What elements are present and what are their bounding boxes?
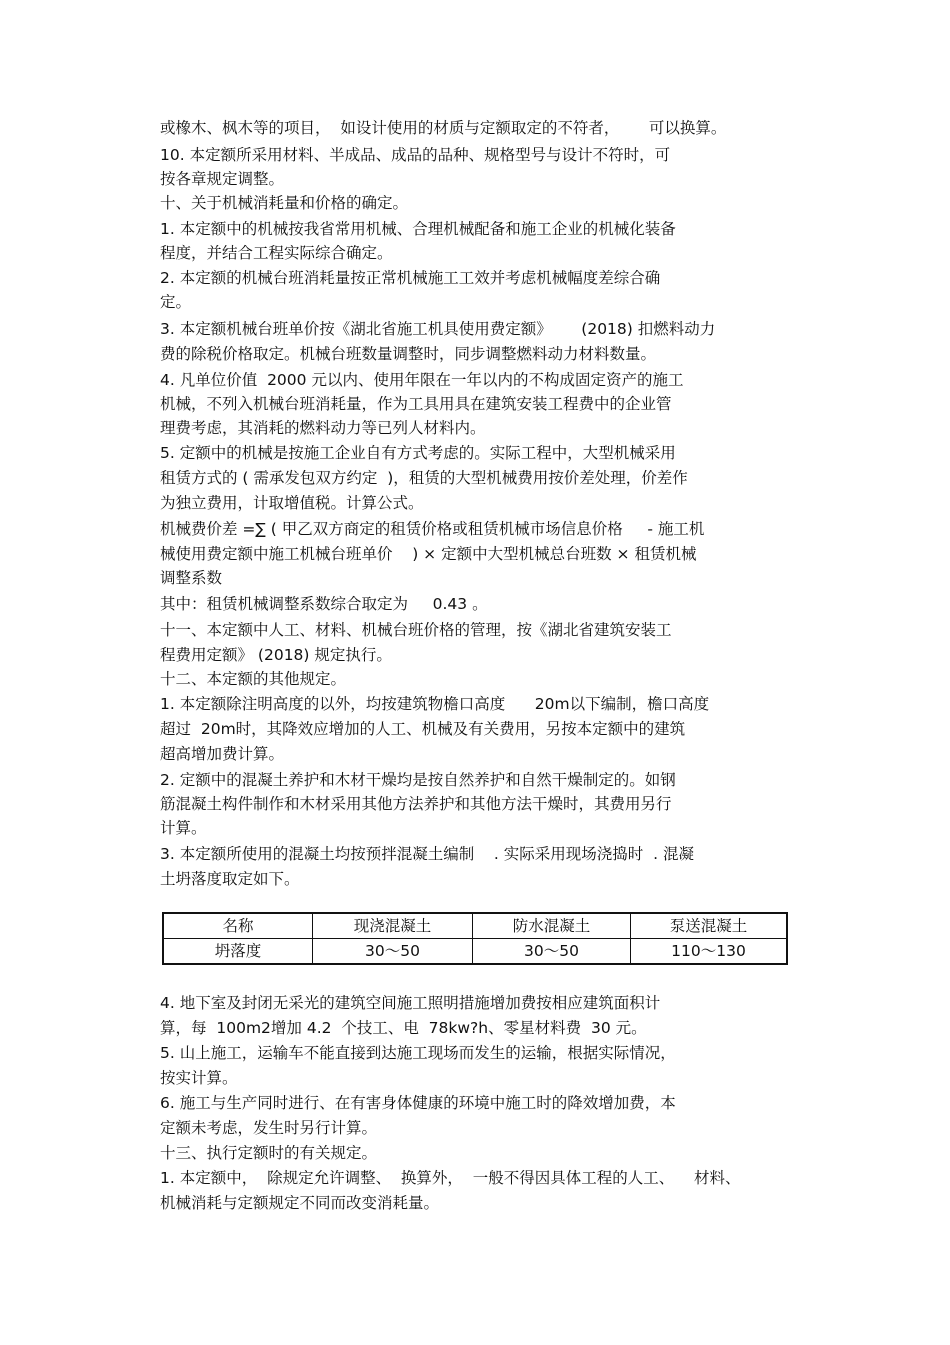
table-header-cell: 泵送混凝土 <box>631 913 788 939</box>
text-line: 按各章规定调整。 <box>160 170 285 188</box>
text-line: 程费用定额》 (2018) 规定执行。 <box>160 646 392 664</box>
text-line: 机械，不列入机械台班消耗量，作为工具用具在建筑安装工程费中的企业管 <box>160 395 672 413</box>
text-line: 或橡木、枫木等的项目， 如设计使用的材质与定额取定的不符者， 可以换算。 <box>160 119 727 137</box>
table-cell: 30～50 <box>473 939 631 965</box>
table-row <box>163 939 787 965</box>
text-line: 理费考虑，其消耗的燃料动力等已列人材料内。 <box>160 419 486 437</box>
text-line: 为独立费用，计取增值税。计算公式。 <box>160 494 424 512</box>
section-heading: 十二、本定额的其他规定。 <box>160 670 347 688</box>
text-line: 机械消耗与定额规定不同而改变消耗量。 <box>160 1194 440 1212</box>
table-cell: 30～50 <box>313 939 473 965</box>
table-header-cell: 现浇混凝土 <box>313 913 473 939</box>
table-cell: 110～130 <box>631 939 788 965</box>
slump-table <box>162 912 788 965</box>
formula-line: 调整系数 <box>160 569 223 587</box>
text-line: 计算。 <box>160 819 207 837</box>
text-line: 1. 本定额中， 除规定允许调整、 换算外， 一般不得因具体工程的人工、 材料、 <box>160 1169 741 1187</box>
text-line: 6. 施工与生产同时进行、在有害身体健康的环境中施工时的降效增加费，本 <box>160 1094 676 1112</box>
text-line: 10. 本定额所采用材料、半成品、成品的品种、规格型号与设计不符时，可 <box>160 146 671 164</box>
text-line: 超过 20m时，其降效应增加的人工、机械及有关费用，另按本定额中的建筑 <box>160 720 686 738</box>
text-line: 4. 地下室及封闭无采光的建筑空间施工照明措施增加费按相应建筑面积计 <box>160 994 661 1012</box>
section-heading: 十一、本定额中人工、材料、机械台班价格的管理，按《湖北省建筑安装工 <box>160 621 672 639</box>
formula-line: 械使用费定额中施工机械台班单价 ) × 定额中大型机械总台班数 × 租赁机械 <box>160 545 697 563</box>
text-line: 5. 定额中的机械是按施工企业自有方式考虑的。实际工程中，大型机械采用 <box>160 444 676 462</box>
text-line: 土坍落度取定如下。 <box>160 870 300 888</box>
text-line: 算，每 100m2增加 4.2 个技工、电 78kw?h、零星材料费 30 元。 <box>160 1019 647 1037</box>
section-heading: 十、关于机械消耗量和价格的确定。 <box>160 194 409 212</box>
text-line: 定额未考虑，发生时另行计算。 <box>160 1119 378 1137</box>
text-line: 按实计算。 <box>160 1069 238 1087</box>
text-line: 费的除税价格取定。机械台班数量调整时，同步调整燃料动力材料数量。 <box>160 345 657 363</box>
formula-line: 机械费价差 =∑ ( 甲乙双方商定的租赁价格或租赁机械市场信息价格 - 施工机 <box>160 520 705 538</box>
text-line: 筋混凝土构件制作和木材采用其他方法养护和其他方法干燥时，其费用另行 <box>160 795 672 813</box>
text-line: 其中：租赁机械调整系数综合取定为 0.43 。 <box>160 595 488 613</box>
table-header-cell: 名称 <box>163 913 313 939</box>
text-line: 超高增加费计算。 <box>160 745 285 763</box>
text-line: 程度，并结合工程实际综合确定。 <box>160 244 393 262</box>
text-line: 3. 本定额机械台班单价按《湖北省施工机具使用费定额》 (2018) 扣燃料动力 <box>160 320 716 338</box>
text-line: 租赁方式的 ( 需承发包双方约定 )，租赁的大型机械费用按价差处理，价差作 <box>160 469 688 487</box>
text-line: 5. 山上施工，运输车不能直接到达施工现场而发生的运输，根据实际情况， <box>160 1044 676 1062</box>
text-line: 1. 本定额中的机械按我省常用机械、合理机械配备和施工企业的机械化装备 <box>160 220 676 238</box>
text-line: 2. 定额中的混凝土养护和木材干燥均是按自然养护和自然干燥制定的。如钢 <box>160 771 676 789</box>
text-line: 3. 本定额所使用的混凝土均按预拌混凝土编制 . 实际采用现场浇捣时 . 混凝 <box>160 845 694 863</box>
table-header-cell: 防水混凝土 <box>473 913 631 939</box>
table-cell: 坍落度 <box>163 939 313 965</box>
text-line: 定。 <box>160 293 192 311</box>
text-line: 4. 凡单位价值 2000 元以内、使用年限在一年以内的不构成固定资产的施工 <box>160 371 684 389</box>
table-header-row <box>163 913 787 939</box>
section-heading: 十三、执行定额时的有关规定。 <box>160 1144 378 1162</box>
text-line: 1. 本定额除注明高度的以外，均按建筑物檐口高度 20m以下编制，檐口高度 <box>160 695 710 713</box>
text-line: 2. 本定额的机械台班消耗量按正常机械施工工效并考虑机械幅度差综合确 <box>160 269 661 287</box>
